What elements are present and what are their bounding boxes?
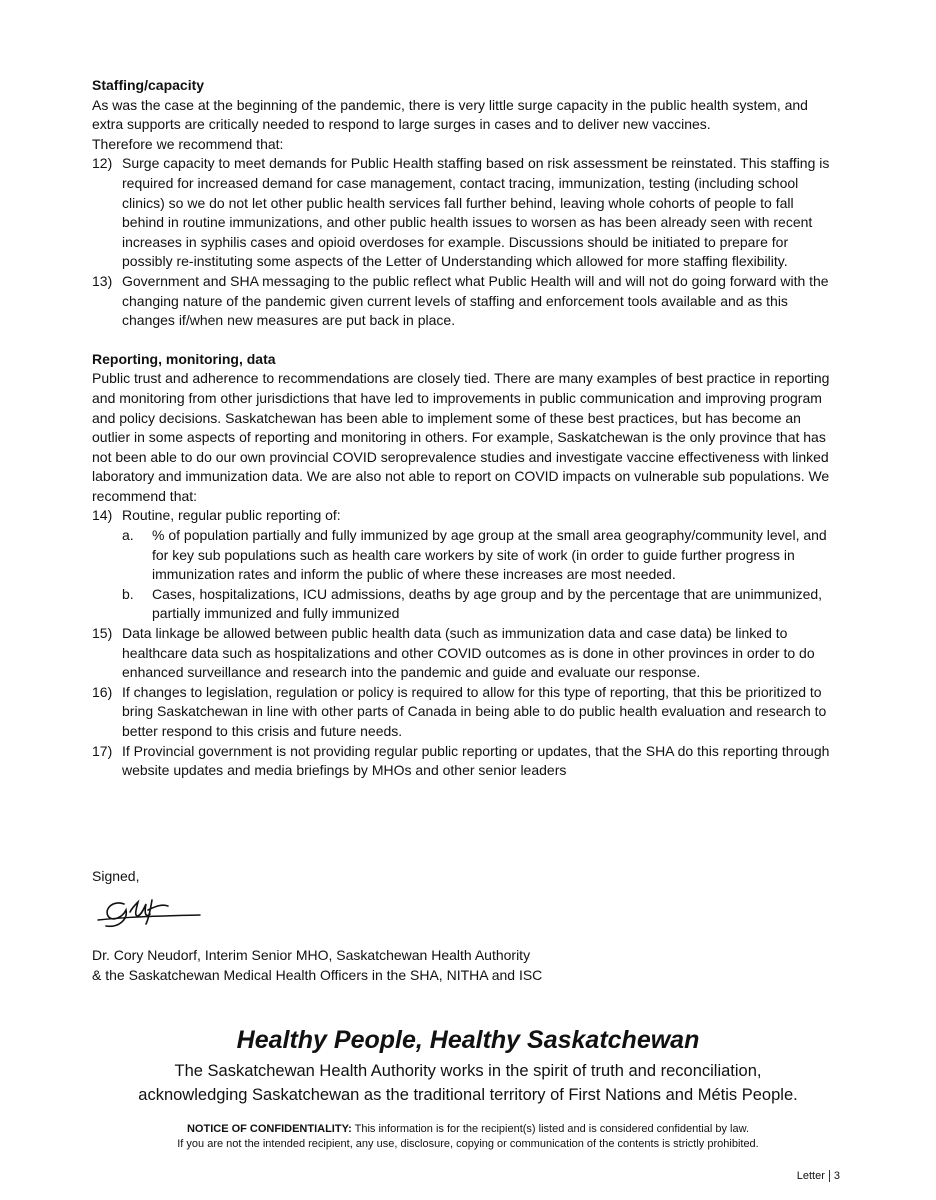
item-text: Data linkage be allowed between public health data (such as immunization data and case data) be linked to healthcare data such as hospitalizations and other COVID outcomes as is done in other provinces in order to do enhanced surveillance and research into the pandemic and guide and evaluate our response. <box>122 625 815 681</box>
page-label <box>797 1170 840 1182</box>
recommendation-17 <box>92 742 837 781</box>
reporting-intro: Public trust and adherence to recommendations are closely tied. There are many examples of best practice in reporting and monitoring from other jurisdictions that have led to improvements in public communication and improving program and policy decisions. Saskatchewan has been able to implement some of these best practices, but has become an outlier in some aspects of reporting and monitoring in others. For example, Saskatchewan is the only province that has not been able to do our own provincial COVID seroprevalence studies and investigate vaccine effectiveness with linked laboratory and immunization data. We are also not able to report on COVID impacts on vulnerable sub populations. We recommend that: <box>92 370 830 504</box>
signer-line-1: Dr. Cory Neudorf, Interim Senior MHO, Saskatchewan Health Authority <box>92 947 531 963</box>
item-number: 13) <box>92 272 113 289</box>
item-text: Government and SHA messaging to the public reflect what Public Health will and will not do going forward with the changing nature of the pandemic given current levels of staffing and enforcement tools available and as this changes if/when new measures are put back in place. <box>122 272 829 329</box>
item-number: 14) <box>92 507 113 524</box>
recommendation-14b <box>92 585 837 624</box>
item-text: If changes to legislation, regulation or policy is required to allow for this type of reporting, that this be prioritized to bring Saskatchewan in line with other parts of Canada in being able to do public health evaluation and research to better respond to this crisis and future needs. <box>122 683 827 739</box>
recommendation-15 <box>92 624 837 683</box>
recommendation-16 <box>92 683 837 742</box>
item-text: Surge capacity to meet demands for Public Health staffing based on risk assessment be reinstated. This staffing is required for increased demand for case management, contact tracing, immunization, testing (including school clinics) so we do not let other public health services fall further behind, leaving whole cohorts of people to fall behind in routine immunizations, and other public health issues to worsen as has been already seen with recent increases in syphilis cases and opioid overdoses for example. Discussions should be initiated to prepare for possibly re-instituting some aspects of the Letter of Understanding which allowed for more staffing flexibility. <box>122 155 830 270</box>
reporting-heading: Reporting, monitoring, data <box>92 350 276 367</box>
staffing-heading: Staffing/capacity <box>92 77 205 93</box>
recommendation-13 <box>92 272 837 331</box>
item-number: 17) <box>92 742 113 759</box>
signer-line-2: & the Saskatchewan Medical Health Officers in the SHA, NITHA and ISC <box>92 966 543 983</box>
signer-block <box>92 946 542 985</box>
handwritten-signature <box>96 890 206 932</box>
sub-letter: a. <box>122 527 134 544</box>
page-number: 3 <box>833 1170 840 1182</box>
reconciliation-line-1: The Saskatchewan Health Authority works in the spirit of truth and reconciliation, <box>174 1062 762 1080</box>
notice-label: NOTICE OF CONFIDENTIALITY: <box>186 1123 352 1135</box>
sub-letter: b. <box>122 585 134 602</box>
item-number: 15) <box>92 625 113 642</box>
reconciliation-line-2: acknowledging Saskatchewan as the traditional territory of First Nations and Métis People. <box>138 1086 798 1104</box>
recommendation-12 <box>92 154 837 272</box>
recommendation-14a <box>92 526 837 585</box>
confidentiality-notice <box>0 1122 936 1152</box>
staffing-intro: As was the case at the beginning of the pandemic, there is very little surge capacity in the public health system, and extra supports are critically needed to respond to large surges in cases and to deliver new vaccines. <box>92 96 808 133</box>
signed-label: Signed, <box>92 868 140 884</box>
footer <box>0 1022 936 1152</box>
item-number: 16) <box>92 683 113 700</box>
slogan: Healthy People, Healthy Saskatchewan <box>236 1026 700 1054</box>
sub-text: Cases, hospitalizations, ICU admissions, deaths by age group and by the percentage that are unimmunized, partially immunized and fully immunized <box>152 585 823 622</box>
notice-line-2: If you are not the intended recipient, any use, disclosure, copying or communication of the contents is strictly prohibited. <box>177 1138 759 1150</box>
sub-text: % of population partially and fully immunized by age group at the small area geography/community level, and for key sub populations such as health care workers by site of work (in order to guide further progress in immunization rates and inform the public of where these increases are most needed. <box>152 527 827 583</box>
item-text: If Provincial government is not providing regular public reporting or updates, that the SHA do this reporting through website updates and media briefings by MHOs and other senior leaders <box>122 742 830 779</box>
staffing-lead: Therefore we recommend that: <box>92 135 284 152</box>
item-number: 12) <box>92 155 113 172</box>
recommendation-14 <box>92 506 837 526</box>
item-text: Routine, regular public reporting of: <box>122 507 341 524</box>
notice-line-1: This information is for the recipient(s) listed and is considered confidential by law. <box>351 1123 749 1135</box>
page-label-doc: Letter <box>796 1170 825 1182</box>
letter-body <box>92 76 837 781</box>
